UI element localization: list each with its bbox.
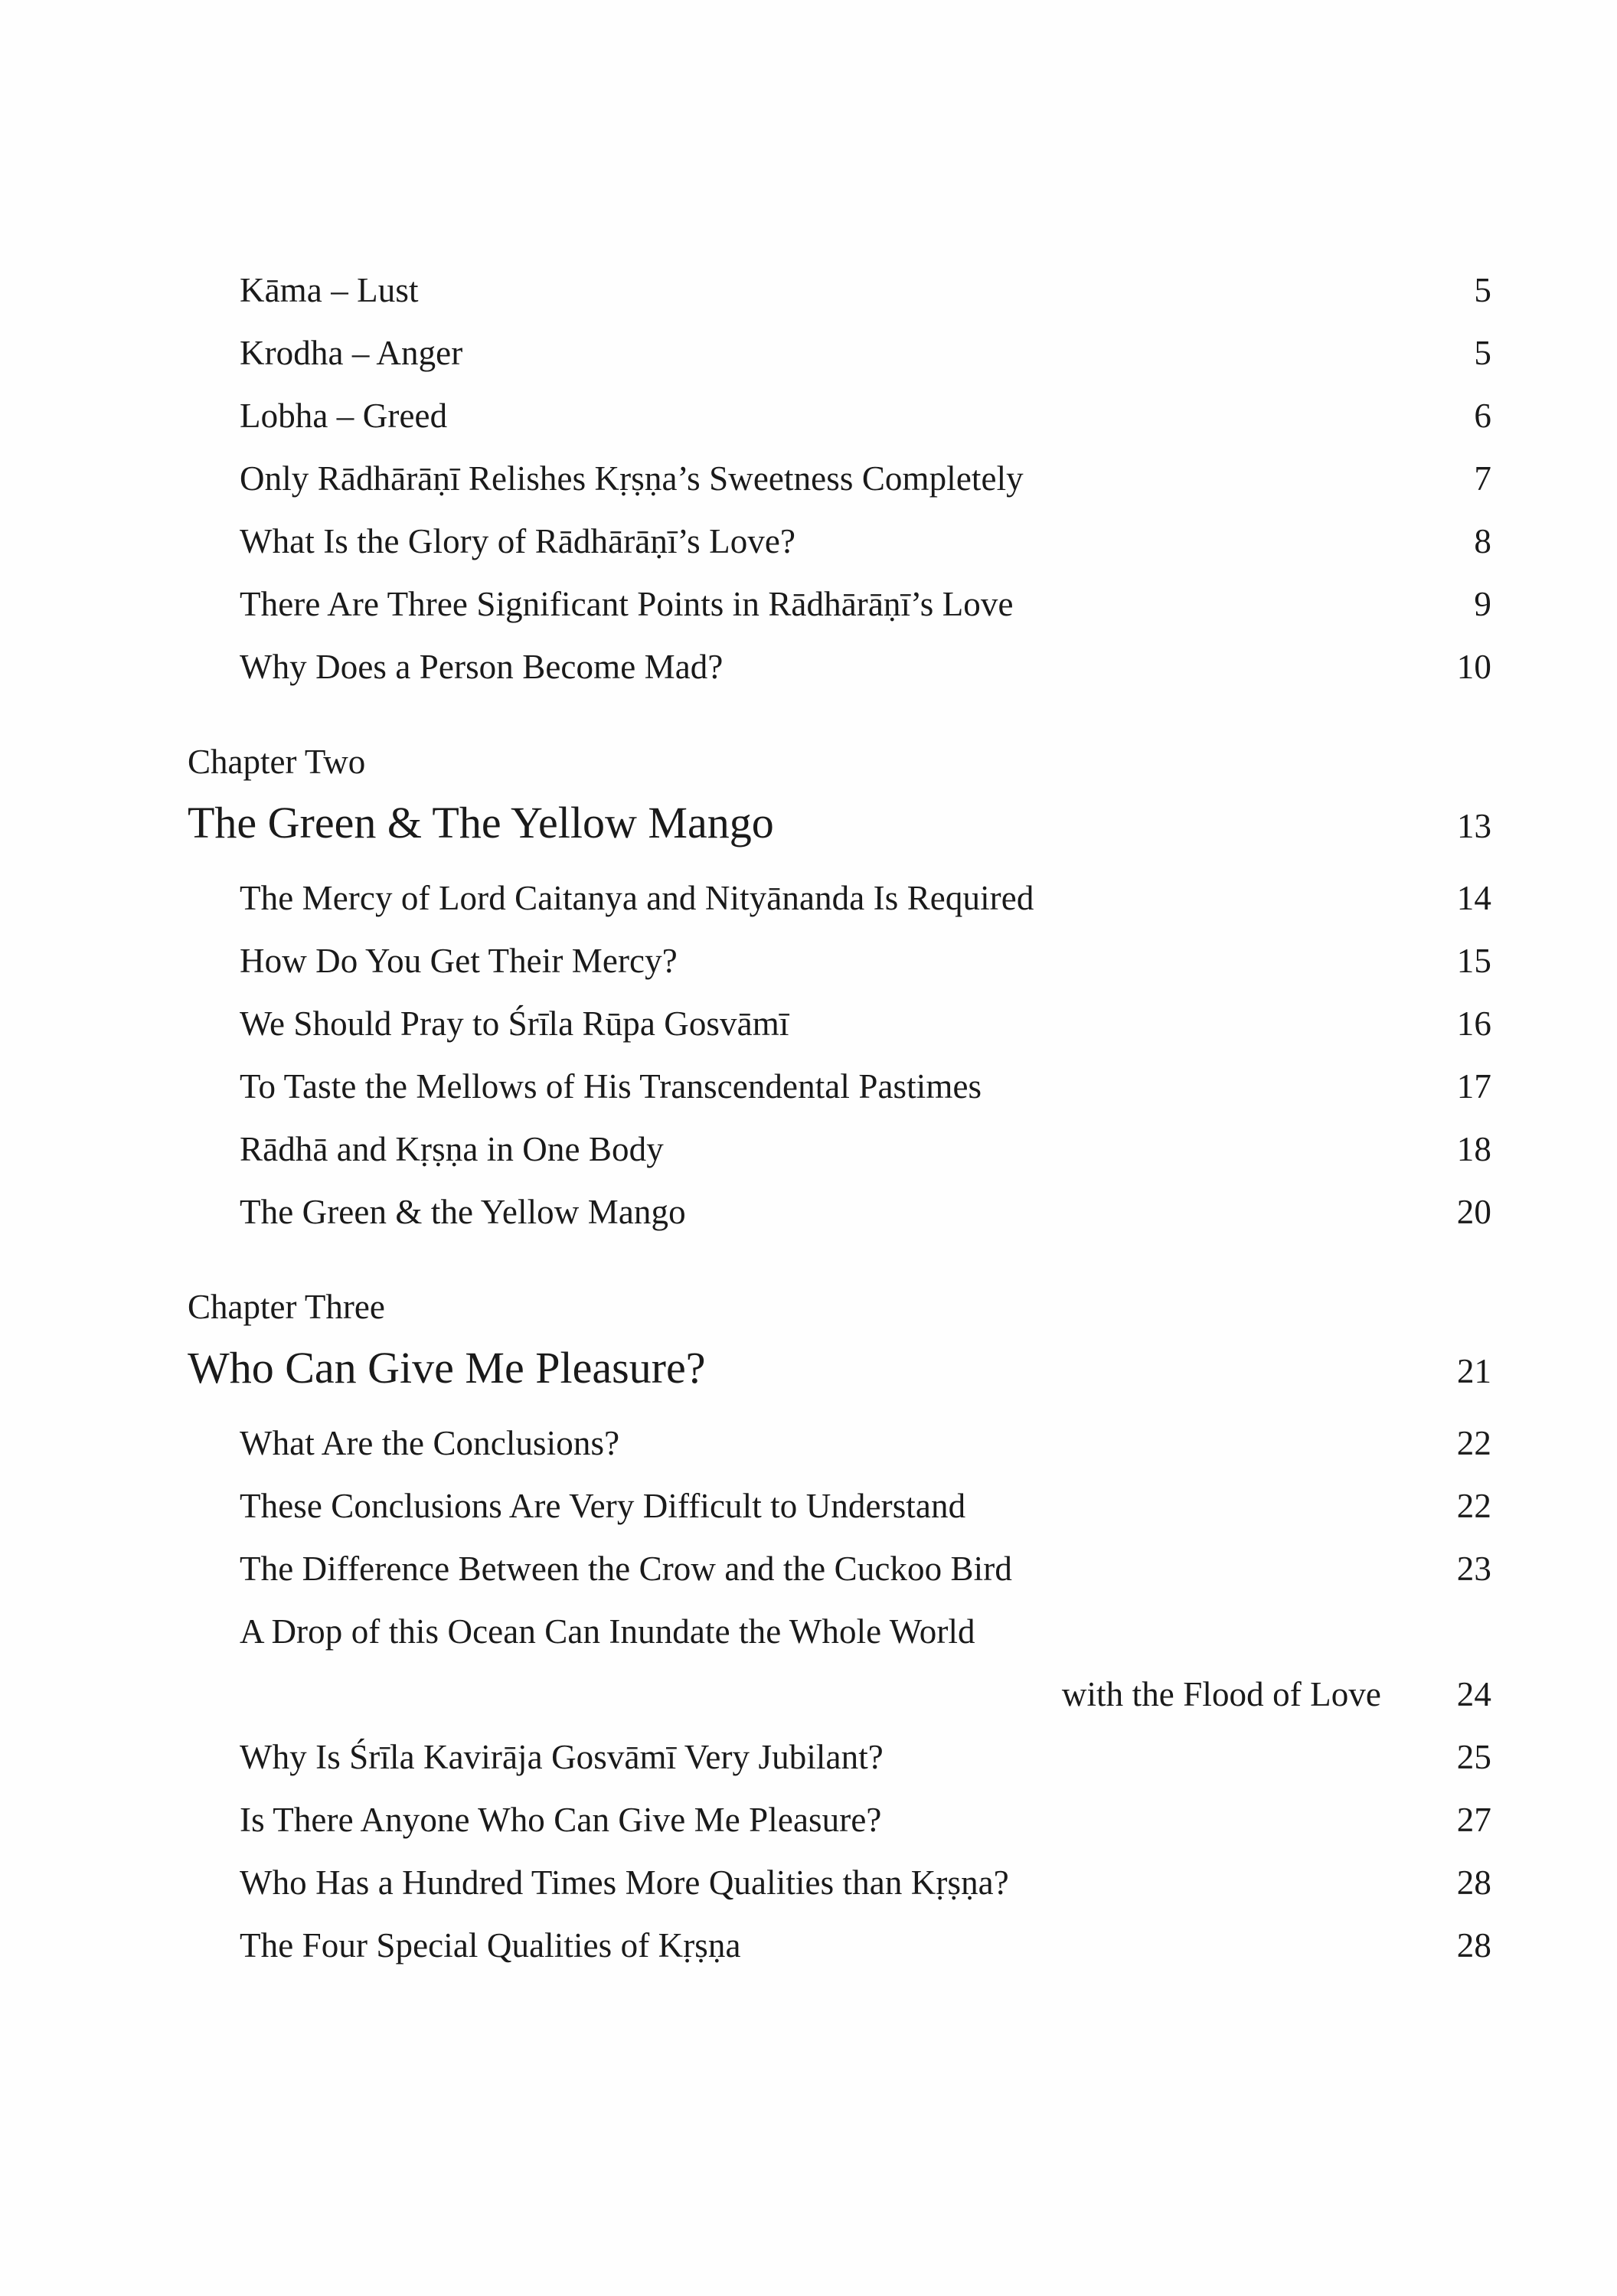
- toc-entry-continuation[interactable]: [188, 1663, 1491, 1726]
- toc-entry[interactable]: [188, 635, 1491, 698]
- toc-entry-title: Kāma – Lust: [240, 271, 419, 309]
- toc-page-number: 18: [1456, 1130, 1491, 1168]
- toc-entry-title: Who Has a Hundred Times More Qualities than Kṛṣṇa?: [240, 1863, 1009, 1902]
- toc-page-number: 14: [1456, 879, 1491, 917]
- toc-page-number: 17: [1456, 1067, 1491, 1106]
- toc-entry-title: To Taste the Mellows of His Transcendental Pastimes: [240, 1067, 982, 1106]
- toc-entry[interactable]: [188, 1118, 1491, 1181]
- toc-page-number: 6: [1474, 397, 1491, 435]
- toc-entry[interactable]: [188, 447, 1491, 510]
- chapter-gap: [188, 1243, 1491, 1279]
- toc-entry[interactable]: [188, 1475, 1491, 1537]
- toc-entry-title: There Are Three Significant Points in Rādhārāṇī’s Love: [240, 585, 1014, 623]
- toc-page-number: 23: [1456, 1550, 1491, 1588]
- toc-page-number: 7: [1474, 459, 1491, 498]
- toc-entry[interactable]: [188, 867, 1491, 929]
- toc-entry-title: A Drop of this Ocean Can Inundate the Whole World: [240, 1612, 975, 1651]
- toc-entry[interactable]: [188, 384, 1491, 447]
- chapter-title-row[interactable]: [188, 790, 1491, 856]
- toc-entry-title: These Conclusions Are Very Difficult to Understand: [240, 1487, 966, 1525]
- toc-entry[interactable]: [188, 573, 1491, 635]
- toc-entry[interactable]: [188, 1055, 1491, 1118]
- toc-entry-title: The Difference Between the Crow and the Cuckoo Bird: [240, 1550, 1012, 1588]
- toc-entry[interactable]: [188, 1181, 1491, 1243]
- toc-entry-title: Lobha – Greed: [240, 397, 448, 435]
- chapter-title-row[interactable]: [188, 1335, 1491, 1401]
- toc-entry-title: What Are the Conclusions?: [240, 1424, 620, 1462]
- toc-entry-title: The Mercy of Lord Caitanya and Nityānanda Is Required: [240, 879, 1034, 917]
- toc-page-number: 16: [1456, 1004, 1491, 1043]
- table-of-contents: [188, 259, 1491, 1977]
- toc-page-number: 10: [1456, 648, 1491, 686]
- toc-entry-title-continued: with the Flood of Love: [1061, 1675, 1381, 1713]
- toc-entry[interactable]: [188, 992, 1491, 1055]
- toc-page-number: 5: [1474, 271, 1491, 309]
- toc-entry-title: Why Is Śrīla Kavirāja Gosvāmī Very Jubilant?: [240, 1738, 884, 1776]
- toc-entry-title: Krodha – Anger: [240, 334, 463, 372]
- chapter-title: Who Can Give Me Pleasure?: [188, 1343, 706, 1393]
- chapter-kicker: Chapter Three: [188, 1288, 385, 1326]
- toc-page-number: 15: [1456, 942, 1491, 980]
- toc-entry[interactable]: [188, 1851, 1491, 1914]
- toc-page-number: 28: [1456, 1926, 1491, 1965]
- toc-entry-title: What Is the Glory of Rādhārāṇī’s Love?: [240, 522, 796, 560]
- toc-page-number: 9: [1474, 585, 1491, 623]
- toc-page-number: 5: [1474, 334, 1491, 372]
- toc-entry-title: The Four Special Qualities of Kṛṣṇa: [240, 1926, 741, 1965]
- toc-page-number: 28: [1456, 1863, 1491, 1902]
- toc-entry[interactable]: [188, 510, 1491, 573]
- toc-entry-title: How Do You Get Their Mercy?: [240, 942, 678, 980]
- chapter-kicker: Chapter Two: [188, 743, 366, 781]
- toc-entry[interactable]: [188, 1726, 1491, 1788]
- toc-entry-title: Why Does a Person Become Mad?: [240, 648, 724, 686]
- chapter-page-number: 13: [1457, 807, 1491, 845]
- toc-page-number: 22: [1456, 1487, 1491, 1525]
- toc-page-number: 25: [1456, 1738, 1491, 1776]
- chapter-page-number: 21: [1457, 1352, 1491, 1390]
- toc-entry[interactable]: [188, 259, 1491, 322]
- toc-entry[interactable]: [188, 1600, 1491, 1663]
- toc-page-number: 27: [1456, 1801, 1491, 1839]
- toc-entry[interactable]: [188, 322, 1491, 384]
- toc-entry[interactable]: [188, 1788, 1491, 1851]
- toc-page-number: 8: [1474, 522, 1491, 560]
- toc-page-number: 20: [1456, 1193, 1491, 1231]
- toc-entry[interactable]: [188, 929, 1491, 992]
- toc-entry-title: The Green & the Yellow Mango: [240, 1193, 686, 1231]
- toc-entry[interactable]: [188, 1412, 1491, 1475]
- toc-entry-title: Only Rādhārāṇī Relishes Kṛṣṇa’s Sweetness Completely: [240, 459, 1024, 498]
- toc-entry[interactable]: [188, 1537, 1491, 1600]
- toc-page-number: 22: [1456, 1424, 1491, 1462]
- chapter-gap: [188, 698, 1491, 733]
- toc-page-number: 24: [1456, 1675, 1491, 1713]
- toc-entry[interactable]: [188, 1914, 1491, 1977]
- chapter-title: The Green & The Yellow Mango: [188, 798, 774, 848]
- toc-entry-title: Rādhā and Kṛṣṇa in One Body: [240, 1130, 664, 1168]
- toc-entry-title: We Should Pray to Śrīla Rūpa Gosvāmī: [240, 1004, 789, 1043]
- toc-entry-title: Is There Anyone Who Can Give Me Pleasure?: [240, 1801, 882, 1839]
